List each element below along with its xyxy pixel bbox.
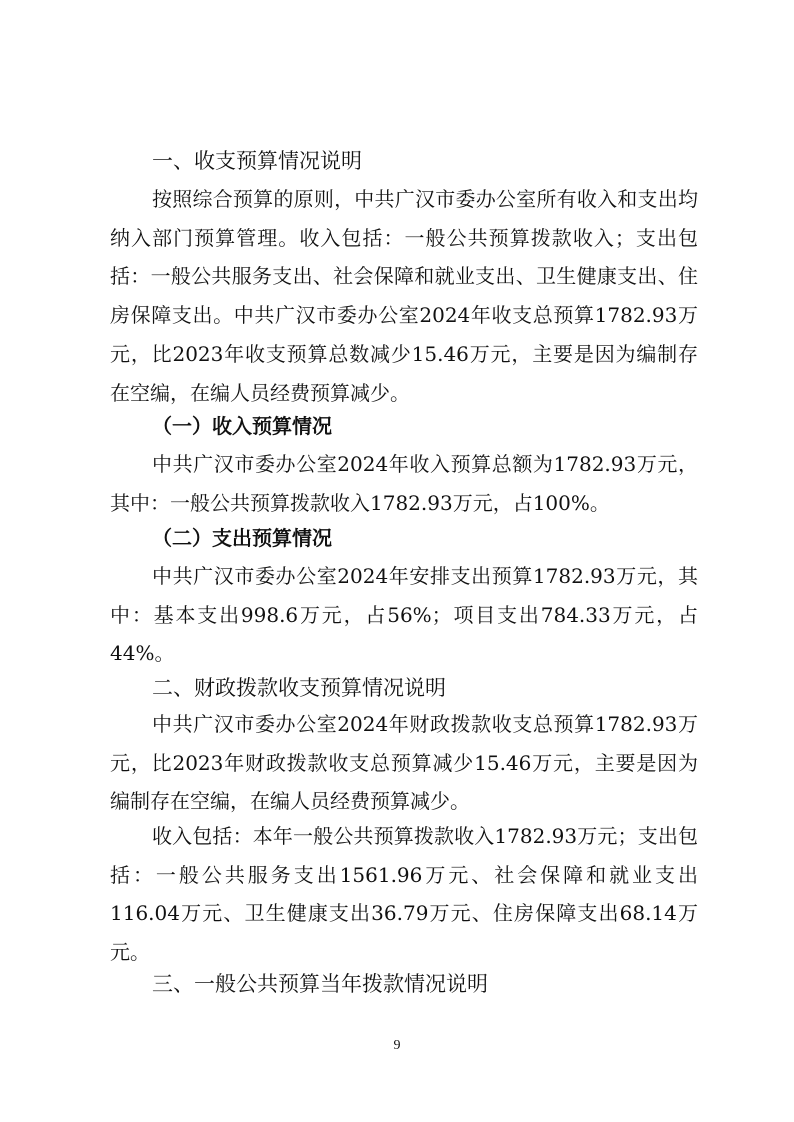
page-number: 9 [393, 1038, 401, 1053]
section-2-paragraph-2: 收入包括：本年一般公共预算拨款收入1782.93万元；支出包括：一般公共服务支出1561.96万元、社会保障和就业支出116.04万元、卫生健康支出36.79万元、住房保障支出68.14万元。 [110, 824, 698, 965]
subsection-income-paragraph: 中共广汉市委办公室2024年收入预算总额为1782.93万元，其中：一般公共预算拨款收入1782.93万元，占100%。 [110, 452, 698, 515]
subsection-expense-heading: （二）支出预算情况 [152, 526, 332, 550]
subsection-expense-paragraph: 中共广汉市委办公室2024年安排支出预算1782.93万元，其中：基本支出998.6万元，占56%；项目支出784.33万元，占44%。 [110, 564, 698, 666]
section-2-paragraph-1: 中共广汉市委办公室2024年财政拨款收支总预算1782.93万元，比2023年财政拨款收支总预算减少15.46万元，主要是因为编制存在空编，在编人员经费预算减少。 [110, 712, 698, 814]
section-3-heading: 三、一般公共预算当年拨款情况说明 [152, 972, 488, 996]
section-1-paragraph: 按照综合预算的原则，中共广汉市委办公室所有收入和支出均纳入部门预算管理。收入包括：一般公共预算拨款收入；支出包括：一般公共服务支出、社会保障和就业支出、卫生健康支出、住房保障支出。中共广汉市委办公室2024年收支总预算1782.93万元，比2023年收支预算总数减少15.46万元，主要是因为编制存在空编，在编人员经费预算减少。 [110, 187, 698, 405]
section-1-heading: 一、收支预算情况说明 [152, 149, 362, 173]
subsection-income-heading: （一）收入预算情况 [152, 414, 332, 438]
section-2-heading: 二、财政拨款收支预算情况说明 [152, 676, 446, 700]
